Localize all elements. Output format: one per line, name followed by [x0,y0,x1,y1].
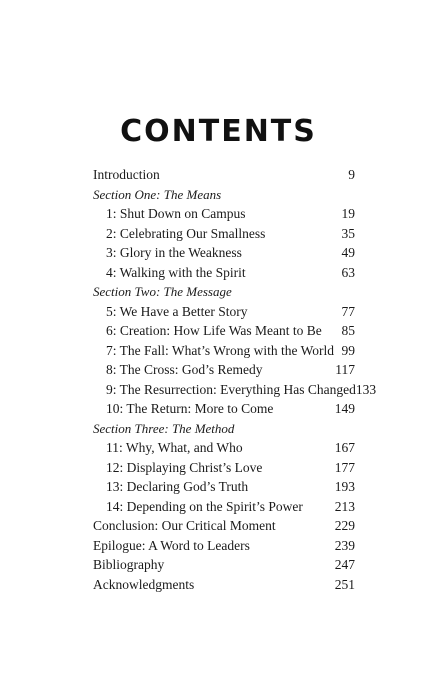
toc-entry-title: Conclusion: Our Critical Moment [93,518,276,533]
toc-entry-chapter-6 [93,321,355,341]
toc-entry-acknowledgments [93,575,355,595]
toc-entry-title: 7: The Fall: What’s Wrong with the World [106,342,334,358]
toc-entry-chapter-10 [93,399,355,419]
toc-entry-page: 117 [335,362,355,377]
toc-section-title: Section Three: The Method [93,420,235,436]
toc-entry-chapter-9 [93,380,377,400]
toc-entry-title: 6: Creation: How Life Was Meant to Be [106,323,322,338]
toc-entry-title: 3: Glory in the Weakness [106,245,242,260]
toc-entry-page: 77 [341,303,355,319]
toc-entry-page: 239 [334,537,355,553]
toc-entry-chapter-5 [93,302,355,322]
toc-entry-chapter-8 [93,360,355,380]
toc-entry-page: 229 [334,518,355,533]
toc-entry-chapter-4 [93,263,355,283]
toc-entry-bibliography [93,555,355,575]
toc-section-title: Section Two: The Message [93,284,232,299]
toc-entry-page: 85 [341,323,355,338]
table-of-contents [93,165,377,594]
toc-entry-page: 49 [341,245,355,260]
toc-entry-page: 35 [341,225,355,241]
toc-entry-chapter-2 [93,224,355,244]
toc-entry-page: 149 [334,401,355,416]
toc-entry-title: 9: The Resurrection: Everything Has Changed [106,381,356,397]
toc-entry-title: 4: Walking with the Spirit [106,264,246,280]
toc-entry-title: 14: Depending on the Spirit’s Power [106,498,303,514]
toc-entry-chapter-14 [93,497,355,517]
toc-entry-page: 63 [341,264,355,280]
toc-entry-chapter-11 [93,438,355,458]
toc-entry-page: 193 [334,479,355,494]
toc-entry-introduction [93,165,355,185]
toc-entry-chapter-7 [93,341,355,361]
toc-entry-title: 2: Celebrating Our Smallness [106,225,266,241]
toc-entry-title: Bibliography [93,557,165,572]
toc-entry-page: 213 [334,498,355,514]
toc-entry-conclusion [93,516,355,536]
toc-entry-title: 13: Declaring God’s Truth [106,479,249,494]
toc-entry-title: Introduction [93,167,160,182]
toc-entry-page: 177 [334,459,355,475]
toc-entry-page: 167 [334,440,355,455]
toc-entry-chapter-12 [93,458,355,478]
toc-entry-page: 251 [334,576,355,592]
toc-entry-epilogue [93,536,355,556]
toc-entry-chapter-3 [93,243,355,263]
toc-entry-title: 8: The Cross: God’s Remedy [106,362,263,377]
toc-entry-title: 10: The Return: More to Come [106,401,274,416]
toc-section-heading-one [93,185,355,205]
toc-section-title: Section One: The Means [93,186,222,202]
toc-entry-page: 9 [348,167,355,182]
toc-entry-page: 99 [341,342,355,358]
toc-section-heading-two [93,282,355,302]
toc-entry-title: Acknowledgments [93,576,195,592]
toc-entry-title: Epilogue: A Word to Leaders [93,537,250,553]
toc-entry-page: 247 [334,557,355,572]
toc-entry-chapter-13 [93,477,355,497]
toc-entry-title: 11: Why, What, and Who [106,440,243,455]
toc-section-heading-three [93,419,355,439]
toc-entry-page: 133 [355,381,377,397]
page-title: CONTENTS [120,114,317,149]
toc-entry-title: 5: We Have a Better Story [106,303,248,319]
toc-entry-title: 12: Displaying Christ’s Love [106,459,263,475]
toc-entry-chapter-1 [93,204,355,224]
toc-entry-page: 19 [341,206,355,221]
toc-entry-title: 1: Shut Down on Campus [106,206,246,221]
